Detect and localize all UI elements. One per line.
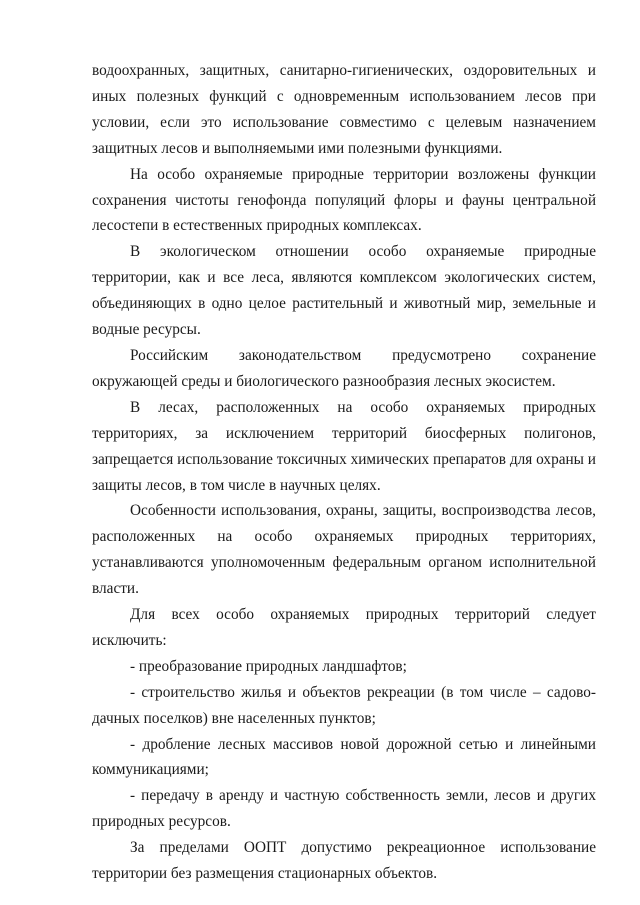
paragraph-recreation: За пределами ООПТ допустимо рекреационное использование территории без размещения стационарных объектов. bbox=[92, 839, 596, 883]
paragraph-toxic-chemicals: В лесах, расположенных на особо охраняемых природных территориях, за исключением территорий биосферных полигонов, запрещается использование токсичных химических препаратов для охраны и защиты лесов, в том числе в научных целях. bbox=[92, 398, 596, 494]
paragraph-ecological: В экологическом отношении особо охраняемые природные территории, как и все леса, являются комплексом экологических систем, объединяющих в одно целое растительный и животный мир, земельные и водные ресурсы. bbox=[92, 243, 596, 339]
list-item-construction: - строительство жилья и объектов рекреации (в том числе – садово-дачных поселков) вне населенных пунктов; bbox=[92, 683, 596, 727]
list-item-lease: - передачу в аренду и частную собственность земли, лесов и других природных ресурсов. bbox=[92, 787, 596, 831]
list-item-landscapes: - преобразование природных ландшафтов; bbox=[130, 657, 407, 675]
paragraph-legislation: Российским законодательством предусмотрено сохранение окружающей среды и биологического разнообразия лесных экосистем. bbox=[92, 346, 596, 390]
paragraph-features-of-use: Особенности использования, охраны, защиты, воспроизводства лесов, расположенных на особо охраняемых природных территориях, устанавливаются уполномоченным федеральным органом исполнительной власти. bbox=[92, 502, 596, 598]
paragraph-list-intro: Для всех особо охраняемых природных территорий следует исключить: bbox=[92, 606, 596, 649]
paragraph-continuation: водоохранных, защитных, санитарно-гигиенических, оздоровительных и иных полезных функций с одновременным использованием лесов при условии, если это использование совместимо с целевым назначением защитных лесов и выполняемыми ими полезными функциями. bbox=[92, 62, 596, 157]
paragraph-gene-pool: На особо охраняемые природные территории возложены функции сохранения чистоты генофонда популяций флоры и фауны центральной лесостепи в естественных природных комплексах. bbox=[92, 165, 596, 235]
list-item-fragmentation: - дробление лесных массивов новой дорожной сетью и линейными коммуникациями; bbox=[92, 735, 596, 779]
